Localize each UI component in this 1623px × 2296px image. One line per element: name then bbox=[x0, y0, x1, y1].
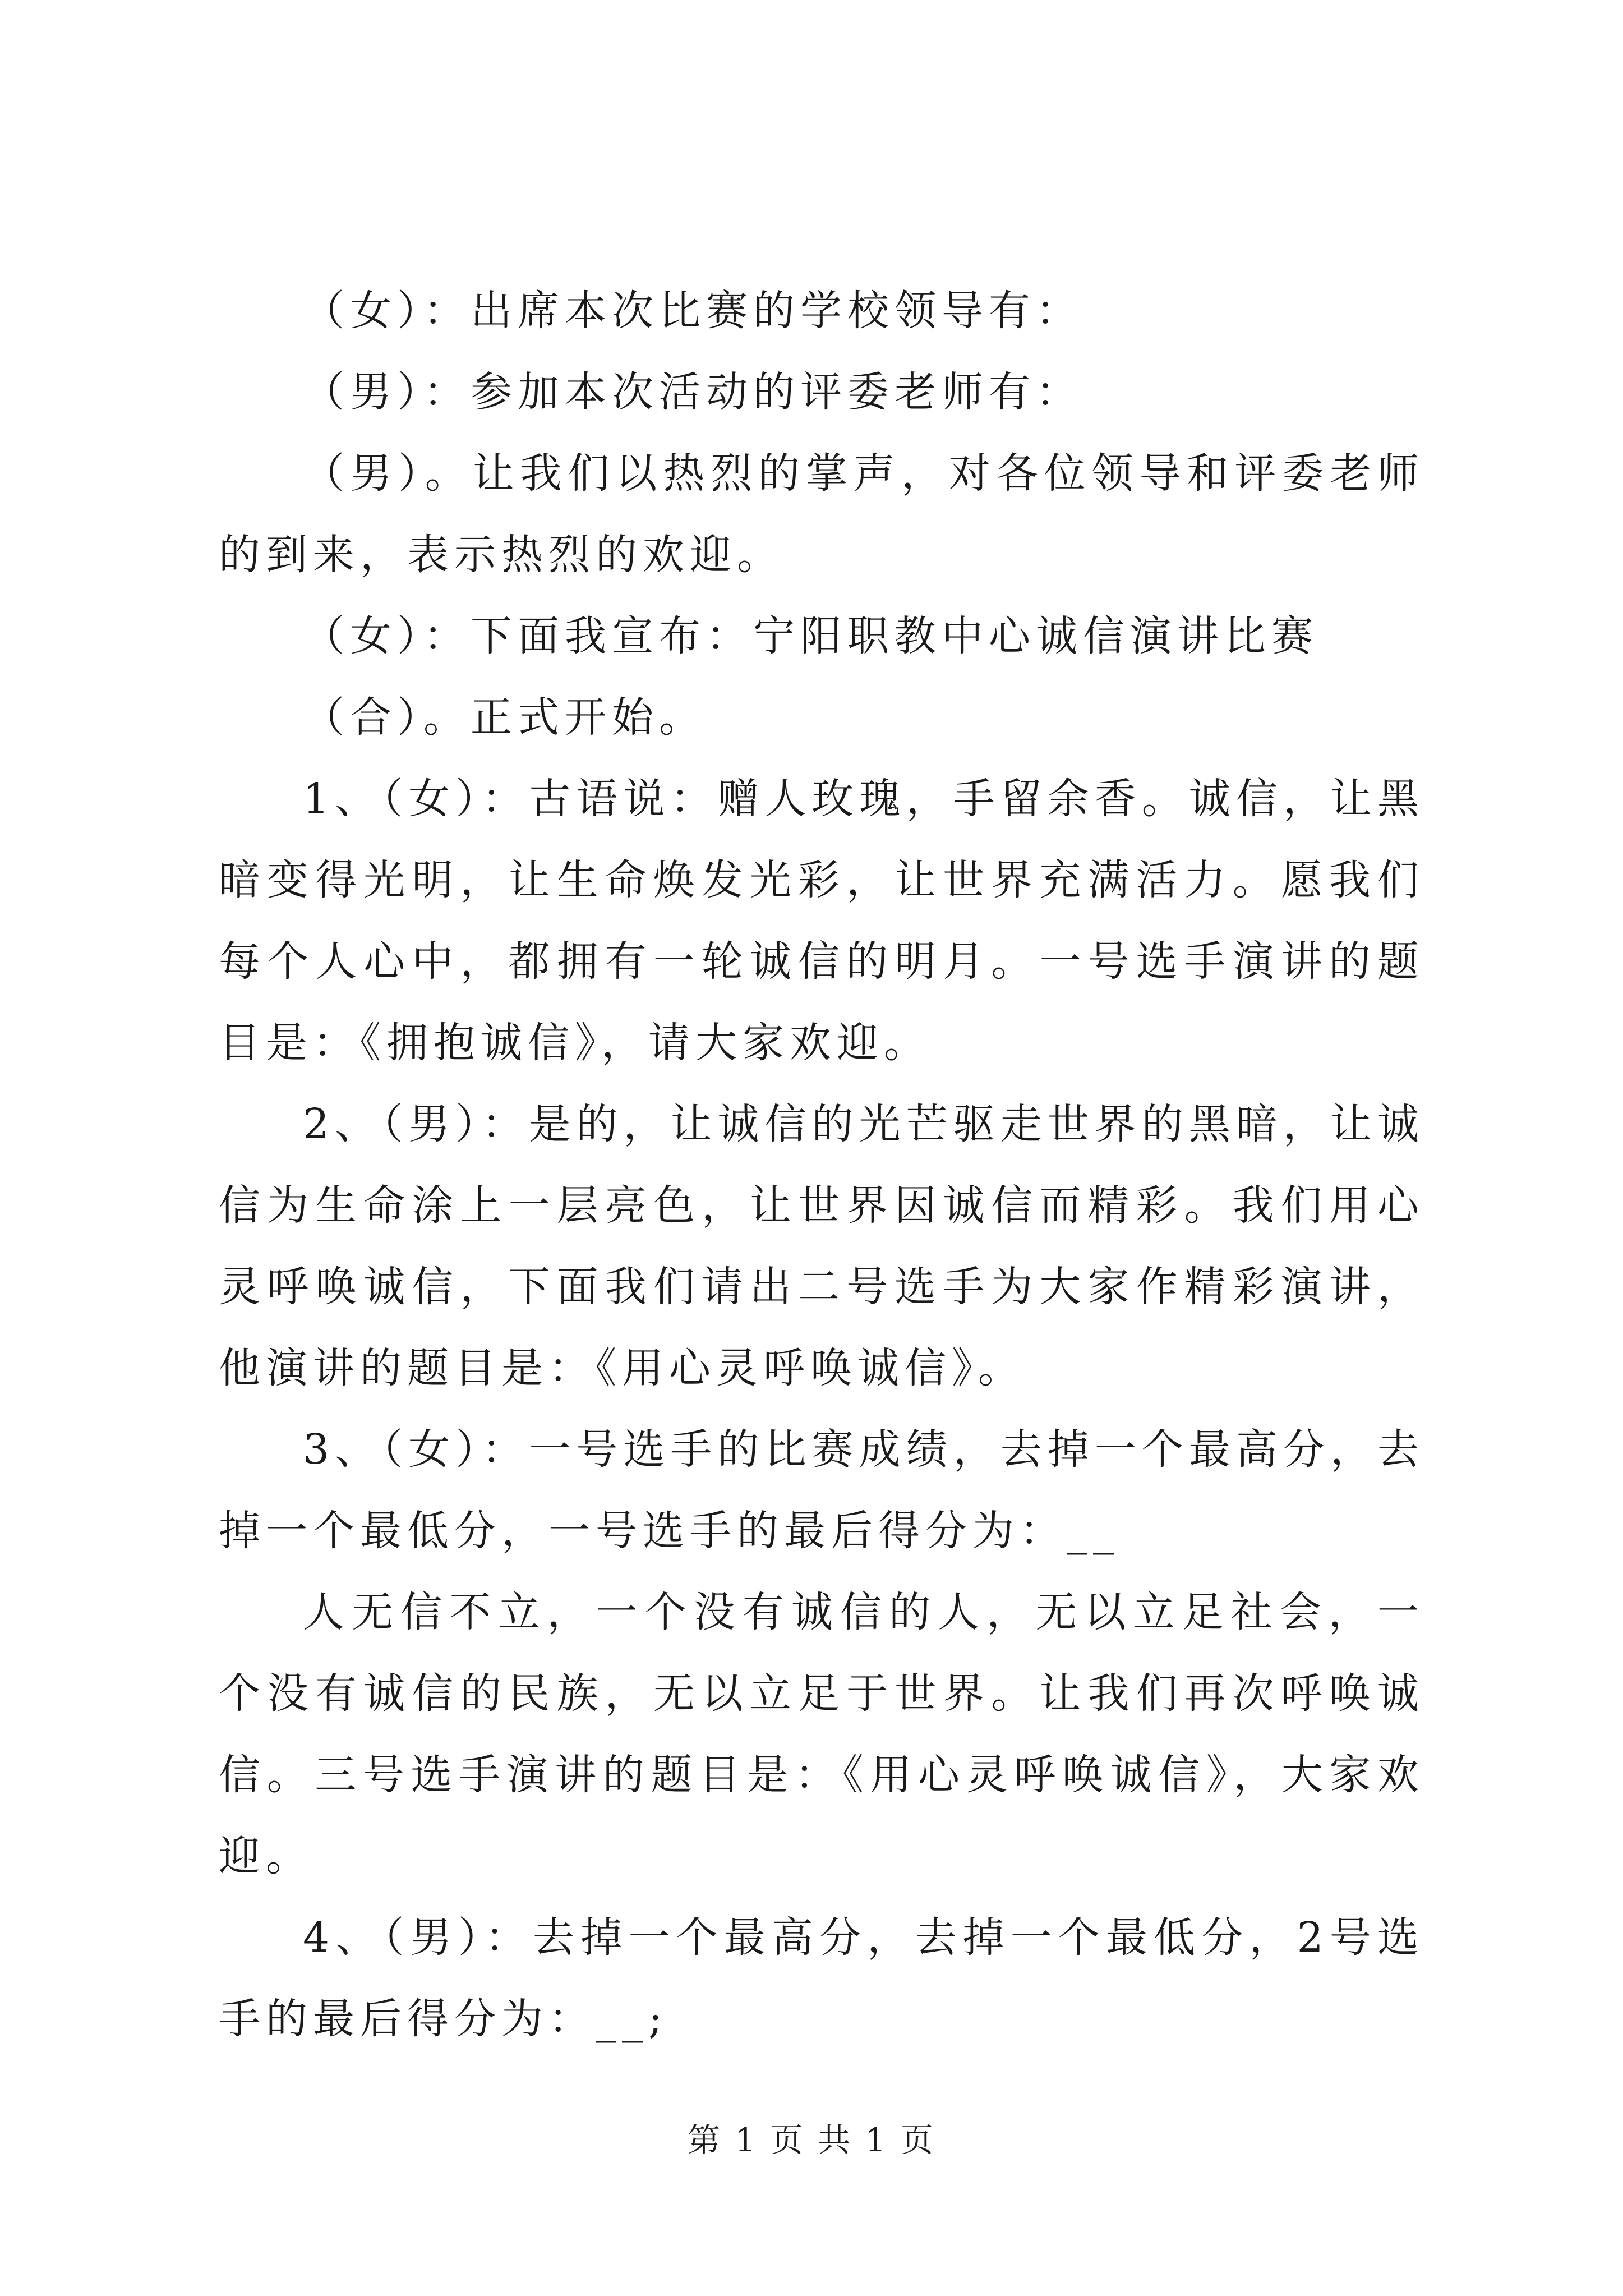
paragraph-9: 人无信不立，一个没有诚信的人，无以立足社会，一个没有诚信的民族，无以立足于世界。让我们再次呼唤诚信。三号选手演讲的题目是：《用心灵呼唤诚信》，大家欢迎。 bbox=[219, 1588, 1424, 1880]
document-body bbox=[219, 270, 1424, 2060]
paragraph-2: （男）：参加本次活动的评委老师有： bbox=[303, 368, 1083, 416]
paragraph-6: 1、（女）：古语说：赠人玫瑰，手留余香。诚信，让黑暗变得光明，让生命焕发光彩，让世界充满活力。愿我们每个人心中，都拥有一轮诚信的明月。一号选手演讲的题目是：《拥抱诚信》，请大家欢迎。 bbox=[219, 775, 1424, 1067]
paragraph-1: （女）：出席本次比赛的学校领导有： bbox=[303, 287, 1083, 335]
paragraph-4: （女）：下面我宣布：宁阳职教中心诚信演讲比赛 bbox=[303, 612, 1318, 660]
paragraph-5: （合）。正式开始。 bbox=[303, 693, 706, 742]
paragraph-8: 3、（女）：一号选手的比赛成绩，去掉一个最高分，去掉一个最低分，一号选手的最后得分为：__ bbox=[219, 1425, 1424, 1555]
page-footer: 第 1 页 共 1 页 bbox=[688, 2121, 935, 2159]
paragraph-10: 4、（男）：去掉一个最高分，去掉一个最低分，2号选手的最后得分为：__; bbox=[219, 1913, 1424, 2043]
paragraph-7: 2、（男）：是的，让诚信的光芒驱走世界的黑暗，让诚信为生命涂上一层亮色，让世界因诚信而精彩。我们用心灵呼唤诚信，下面我们请出二号选手为大家作精彩演讲，他演讲的题目是：《用心灵呼唤诚信》。 bbox=[219, 1100, 1424, 1392]
paragraph-3: （男）。让我们以热烈的掌声，对各位领导和评委老师的到来，表示热烈的欢迎。 bbox=[219, 449, 1424, 579]
